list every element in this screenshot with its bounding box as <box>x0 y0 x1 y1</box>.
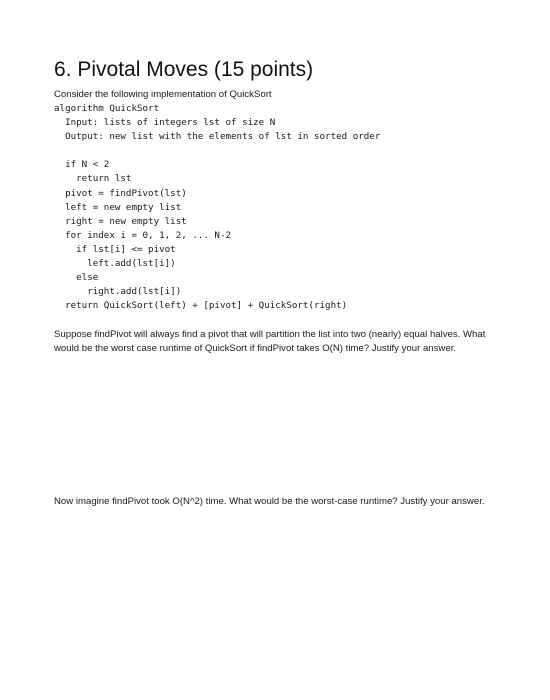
code-line: for index i = 0, 1, 2, ... N-2 <box>54 229 232 241</box>
code-line: left.add(lst[i]) <box>54 258 176 270</box>
code-block <box>54 102 380 313</box>
code-line: if lst[i] <= pivot <box>54 243 176 255</box>
code-line: Input: lists of integers lst of size N <box>54 117 276 129</box>
question-two: Now imagine findPivot took O(N^2) time. What would be the worst-case runtime? Justify your answer. <box>54 496 485 507</box>
problem-title: 6. Pivotal Moves (15 points) <box>54 58 314 81</box>
code-line: right.add(lst[i]) <box>54 286 182 298</box>
code-line <box>54 144 380 158</box>
code-line: return QuickSort(left) + [pivot] + QuickSort(right) <box>54 300 348 312</box>
code-line: return lst <box>54 173 132 185</box>
code-line: else <box>54 272 99 284</box>
code-line: algorithm QuickSort <box>54 103 160 114</box>
code-line: pivot = findPivot(lst) <box>54 187 187 199</box>
code-line: if N < 2 <box>54 159 110 171</box>
code-line: right = new empty list <box>54 215 187 227</box>
code-line: Output: new list with the elements of lst in sorted order <box>54 131 381 143</box>
question-one: Suppose findPivot will always find a pivot that will partition the list into two (nearly) equal halves. What would be the worst case runtime of QuickSort if findPivot takes O(N) time? Justify your answer. <box>54 329 486 354</box>
code-line: left = new empty list <box>54 201 182 213</box>
problem-intro: Consider the following implementation of QuickSort <box>54 89 272 100</box>
